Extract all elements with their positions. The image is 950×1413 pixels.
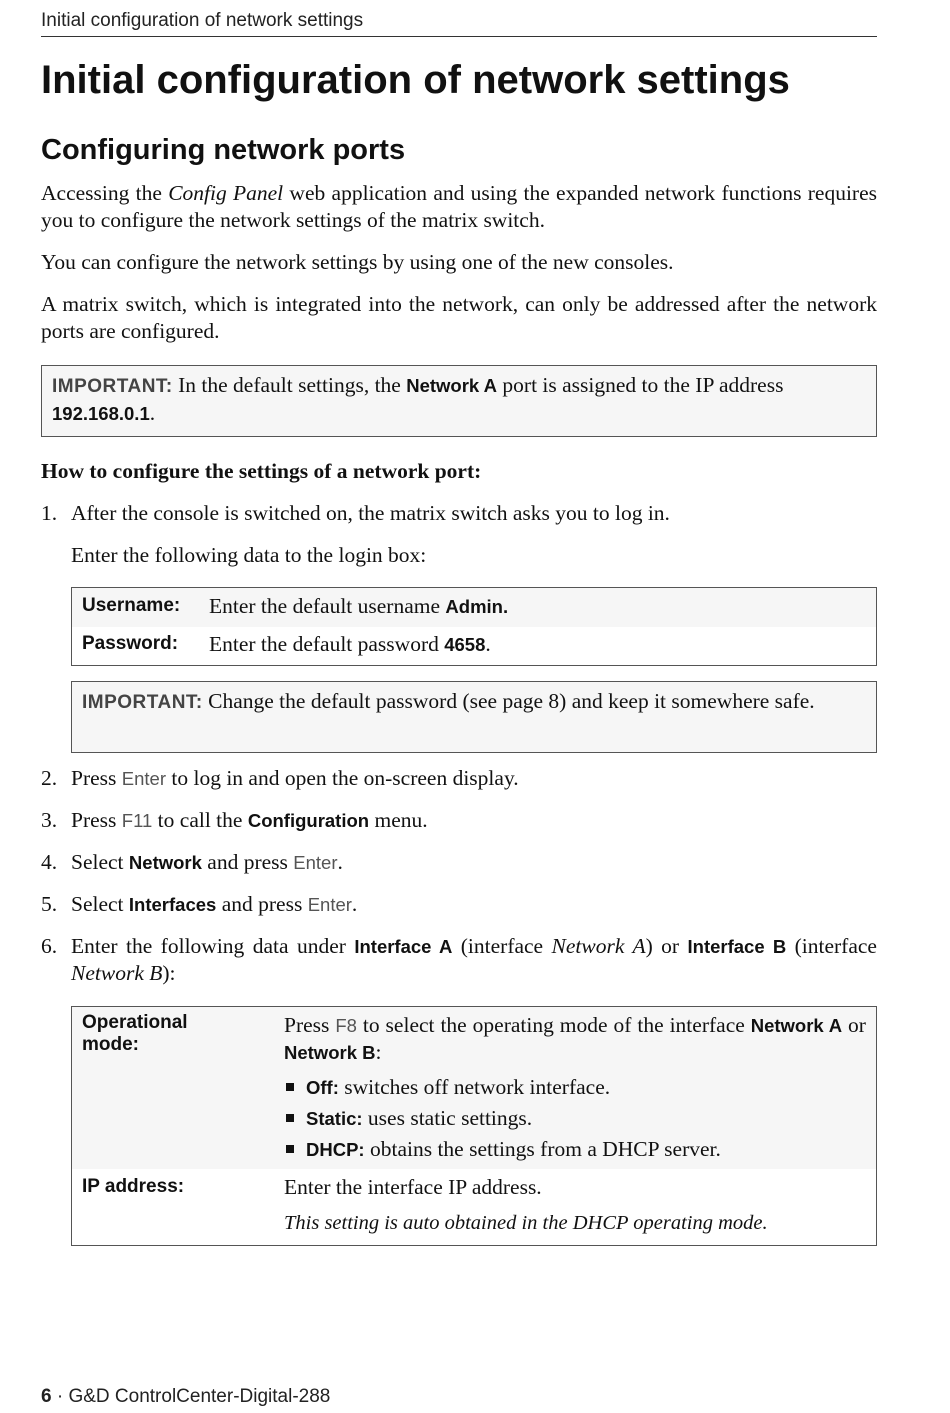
- interface-a-name: Interface A: [354, 936, 453, 957]
- step-text: After the console is switched on, the matrix switch asks you to log in.: [71, 501, 670, 525]
- table-row-username: [72, 588, 876, 627]
- operational-mode-description: Press F8 to select the operating mode of the interface Network A or Network B:: [284, 1013, 866, 1064]
- important-note-default-ip: IMPORTANT: In the default settings, the Network A port is assigned to the IP address 192.168.0.1.: [41, 365, 877, 437]
- intro-paragraph-3: A matrix switch, which is integrated into the network, can only be addressed after the network ports are configured.: [41, 292, 877, 343]
- bullet-square-icon: [286, 1083, 294, 1091]
- operating-mode-options-list: [284, 1072, 866, 1165]
- bullet-square-icon: [286, 1145, 294, 1153]
- step-2: 2. Press Enter to log in and open the on-screen display.: [41, 766, 519, 790]
- f8-key: F8: [335, 1015, 357, 1036]
- enter-key: Enter: [307, 894, 352, 915]
- intro-paragraph-1: Accessing the Config Panel web application and using the expanded network functions requires you to configure the network settings of the matrix switch.: [41, 181, 877, 232]
- enter-key: Enter: [293, 852, 338, 873]
- password-label: Password:: [82, 633, 179, 654]
- important-note-change-password: IMPORTANT: Change the default password (see page 8) and keep it somewhere safe.: [71, 681, 877, 753]
- intro-paragraph-2: You can configure the network settings by using one of the new consoles.: [41, 250, 674, 274]
- howto-heading: How to configure the settings of a network port:: [41, 459, 482, 483]
- step-1: [41, 500, 877, 567]
- login-data-table: [71, 587, 877, 666]
- page-number: 6: [41, 1386, 52, 1407]
- list-item-off: Off: switches off network interface.: [284, 1072, 866, 1103]
- table-row-ip-address: [72, 1169, 876, 1245]
- list-item-static: Static: uses static settings.: [284, 1103, 866, 1134]
- interfaces-menu-item: Interfaces: [128, 894, 217, 915]
- configuration-menu-name: Configuration: [247, 810, 370, 831]
- ip-address-label: IP address:: [82, 1176, 185, 1197]
- running-header: [41, 10, 877, 37]
- default-ip-address: 192.168.0.1: [52, 403, 150, 424]
- default-username: Admin.: [445, 596, 509, 617]
- dhcp-note: This setting is auto obtained in the DHCP operating mode.: [284, 1212, 768, 1234]
- list-item-dhcp: DHCP: obtains the settings from a DHCP server.: [284, 1134, 866, 1165]
- step-6: 6. Enter the following data under Interface A (interface Network A) or Interface B (interface Network B):: [41, 934, 877, 985]
- operational-mode-value: [284, 1012, 866, 1165]
- product-name: G&D ControlCenter-Digital-288: [68, 1386, 331, 1407]
- f11-key: F11: [121, 810, 153, 831]
- bullet-square-icon: [286, 1114, 294, 1122]
- table-row-operational-mode: [72, 1007, 876, 1169]
- username-label: Username:: [82, 595, 181, 616]
- important-label: IMPORTANT:: [82, 692, 203, 713]
- page-title: Initial configuration of network settings: [41, 58, 790, 102]
- section-title: Configuring network ports: [41, 134, 406, 166]
- ip-address-value: Enter the interface IP address. This setting is auto obtained in the DHCP operating mode.: [284, 1174, 866, 1237]
- interface-b-name: Interface B: [687, 936, 787, 957]
- running-header-title: Initial configuration of network settings: [41, 10, 364, 31]
- important-label: IMPORTANT:: [52, 376, 173, 397]
- table-row-password: [72, 627, 876, 665]
- config-panel-app-name: Config Panel: [168, 181, 284, 205]
- network-menu-item: Network: [128, 852, 202, 873]
- operational-mode-label: Operational mode:: [82, 1012, 188, 1055]
- step-number: 1.: [41, 501, 58, 525]
- default-password: 4658: [444, 634, 486, 655]
- interface-data-table: [71, 1006, 877, 1246]
- step-5: 5. Select Interfaces and press Enter.: [41, 892, 358, 916]
- step-4: 4. Select Network and press Enter.: [41, 850, 343, 874]
- step-3: 3. Press F11 to call the Configuration menu.: [41, 808, 428, 832]
- page-footer: 6 · G&D ControlCenter-Digital-288: [41, 1386, 331, 1407]
- step-subtext: Enter the following data to the login box:: [71, 543, 427, 567]
- password-value: Enter the default password 4658.: [209, 632, 491, 656]
- network-a-port: Network A: [406, 375, 498, 396]
- username-value: Enter the default username Admin.: [209, 594, 509, 618]
- enter-key: Enter: [121, 768, 166, 789]
